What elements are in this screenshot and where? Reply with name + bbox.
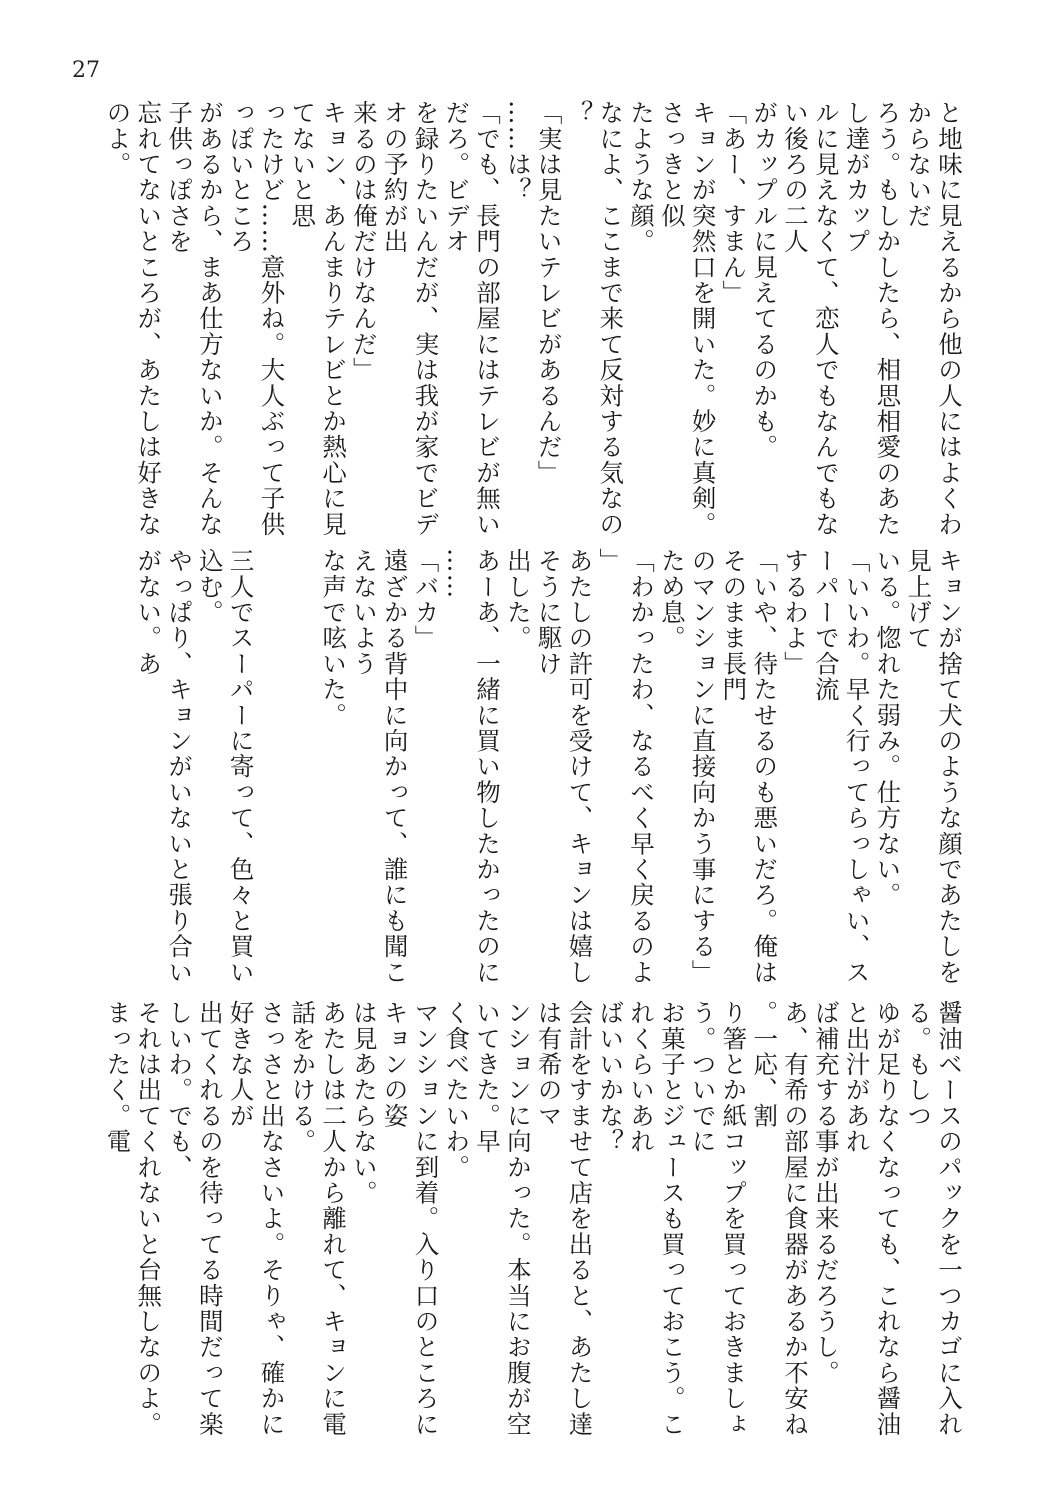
text-line: 「バカ」 (411, 548, 441, 651)
text-line: いる。惚れた弱み。仕方ない。 (873, 548, 903, 908)
text-line: ルに見えなくて、恋人でもなんでもない後ろの二人 (781, 100, 841, 537)
text-line: たような顔。 (627, 100, 657, 255)
text-line: やっぱり、キョンがいないと張り合いがない。あ (134, 548, 195, 985)
text-line: 「いいわ。早く行ってらっしゃい、スーパーで合流 (811, 548, 872, 985)
text-line: お菓子とジュースも買っておこう。これくらいあれ (627, 1000, 687, 1437)
text-line: く食べたいわ。 (442, 1000, 472, 1180)
text-line: 「でも、長門の部屋にはテレビが無いだろ。ビデオ (442, 100, 503, 537)
text-line: あーあ、一緒に買い物したかったのに…… (442, 548, 503, 985)
text-line: のマンションに直接向かう事にする」 (688, 548, 718, 985)
text-line: さっさと出なさいよ。そりゃ、確かに好きな人が (226, 1000, 287, 1437)
text-line: 「実は見たいテレビがあるんだ」 (534, 100, 564, 486)
text-line: それは出てくれないと台無しなのよ。まったく。電 (103, 1000, 164, 1437)
text-line: は見あたらない。 (349, 1000, 379, 1206)
text-line: なによ、ここまで来て反対する気なの？ (565, 100, 626, 537)
text-line: 「いや、待たせるのも悪いだろ。俺はそのまま長門 (719, 548, 780, 985)
text-tier-3 (74, 1000, 964, 1440)
text-line: がカップルに見えてるのかも。 (750, 100, 780, 460)
text-line: キョンが突然口を開いた。妙に真剣。さっきと似 (657, 100, 718, 537)
text-tier-1 (74, 100, 964, 550)
text-line: キョンが捨て犬のような顔であたしを見上げて (904, 548, 964, 985)
text-line: するわよ」 (781, 548, 811, 677)
text-line (256, 548, 287, 988)
text-line: 来るのは俺だけなんだ」 (349, 100, 379, 383)
text-line: 出した。 (503, 548, 533, 651)
text-line: マンションに到着。入り口のところにキョンの姿 (380, 1000, 441, 1437)
text-line: あたしは二人から離れて、キョンに電話をかける。 (288, 1000, 349, 1437)
text-line: 三人でスーパーに寄って、色々と買い込む。 (195, 548, 256, 985)
text-line: があるから、まあ仕方ないか。そんな子供っぽさを (165, 100, 225, 537)
text-line: 遠ざかる背中に向かって、誰にも聞こえないよう (349, 548, 410, 985)
text-line: と地味に見えるから他の人にはよくわからないだ (904, 100, 964, 537)
text-line: ばいいかな？ (596, 1000, 626, 1155)
text-line: 忘れてないところが、あたしは好きなのよ。 (103, 100, 164, 537)
text-line: ……は？ (503, 100, 533, 203)
text-line: ったけど……意外ね。大人ぶって子供っぽいところ (226, 100, 287, 537)
text-line: 「わかったわ、なるべく早く戻るのよ」 (596, 548, 657, 985)
text-line: あ、有希の部屋に食器があるか不安ね。一応、割 (750, 1000, 811, 1437)
text-line: 「あー、すまん」 (719, 100, 749, 306)
text-line: ば補充する事が出来るだろうし。 (811, 1000, 841, 1386)
text-line: 会計をすませて店を出ると、あたし達は有希のマ (534, 1000, 595, 1437)
page-number: 27 (72, 58, 100, 83)
text-line: り箸とか紙コップを買っておきましょう。ついでに (688, 1000, 749, 1437)
text-line (286, 548, 317, 988)
text-line: を録りたいんだが、実は我が家でビデオの予約が出 (380, 100, 441, 537)
text-line: ため息。 (657, 548, 687, 651)
text-tier-2 (74, 548, 964, 988)
text-line: ンションに向かった。本当にお腹が空いてきた。早 (473, 1000, 533, 1437)
text-line: キョン、あんまりテレビとか熱心に見てないと思 (288, 100, 349, 537)
text-line: あたしの許可を受けて、キョンは嬉しそうに駆け (534, 548, 595, 985)
text-line: 出てくれるのを待ってる時間だって楽しいわ。でも、 (165, 1000, 225, 1437)
text-line: ゆが足りなくなっても、これなら醤油と出汁があれ (842, 1000, 903, 1437)
text-line: な声で呟いた。 (319, 548, 349, 728)
text-line: 醤油ベースのパックを一つカゴに入れる。もしつ (904, 1000, 964, 1437)
text-line: ろう。もしかしたら、相思相愛のあたし達がカップ (842, 100, 903, 537)
